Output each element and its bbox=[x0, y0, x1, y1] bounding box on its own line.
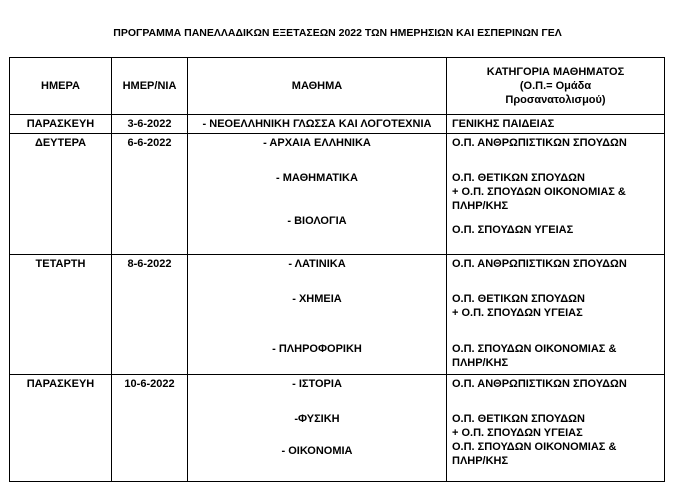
header-category-line: ΚΑΤΗΓΟΡΙΑ ΜΑΘΗΜΑΤΟΣ bbox=[486, 66, 625, 78]
document-title: ΠΡΟΓΡΑΜΜΑ ΠΑΝΕΛΛΑΔΙΚΩΝ ΕΞΕΤΑΣΕΩΝ 2022 ΤΩΝ ΗΜΕΡΗΣΙΩΝ ΚΑΙ ΕΣΠΕΡΙΝΩΝ ΓΕΛ bbox=[113, 27, 562, 39]
header-category-line: Προσανατολισμού) bbox=[505, 94, 606, 106]
table-row bbox=[10, 115, 665, 134]
category-cell bbox=[447, 375, 665, 482]
category-item: Ο.Π. ΑΝΘΡΩΠΙΣΤΙΚΩΝ ΣΠΟΥΔΩΝ bbox=[452, 137, 627, 149]
day-cell: ΤΕΤΑΡΤΗ bbox=[10, 255, 112, 375]
subject-cell bbox=[188, 255, 447, 375]
day-cell: ΠΑΡΑΣΚΕΥΗ bbox=[10, 375, 112, 482]
category-item: Ο.Π. ΑΝΘΡΩΠΙΣΤΙΚΩΝ ΣΠΟΥΔΩΝ bbox=[452, 258, 627, 270]
exam-schedule-table bbox=[9, 57, 665, 482]
date-cell: 6-6-2022 bbox=[112, 134, 188, 255]
subject-cell bbox=[188, 115, 447, 134]
subject-item: - ΟΙΚΟΝΟΜΙΑ bbox=[281, 445, 353, 457]
category-item: Ο.Π. ΘΕΤΙΚΩΝ ΣΠΟΥΔΩΝ bbox=[452, 172, 585, 184]
day-cell: ΠΑΡΑΣΚΕΥΗ bbox=[10, 115, 112, 134]
category-item: Ο.Π. ΣΠΟΥΔΩΝ ΟΙΚΟΝΟΜΙΑΣ & bbox=[452, 441, 617, 453]
subject-item: - ΧΗΜΕΙΑ bbox=[292, 293, 342, 305]
header-category-line: (Ο.Π.= Ομάδα bbox=[519, 80, 592, 92]
subject-item: - ΙΣΤΟΡΙΑ bbox=[292, 378, 342, 390]
table-header-row bbox=[10, 58, 665, 115]
category-item: + Ο.Π. ΣΠΟΥΔΩΝ ΥΓΕΙΑΣ bbox=[452, 307, 583, 319]
date-cell: 3-6-2022 bbox=[112, 115, 188, 134]
category-item: ΠΛΗΡ/ΚΗΣ bbox=[452, 357, 509, 369]
day-cell: ΔΕΥΤΕΡΑ bbox=[10, 134, 112, 255]
subject-item: - ΛΑΤΙΝΙΚΑ bbox=[288, 258, 346, 270]
subject-cell bbox=[188, 134, 447, 255]
header-day: ΗΜΕΡΑ bbox=[10, 58, 112, 115]
header-date: ΗΜΕΡ/ΝΙΑ bbox=[112, 58, 188, 115]
category-cell bbox=[447, 134, 665, 255]
header-category bbox=[447, 58, 665, 115]
category-item: Ο.Π. ΑΝΘΡΩΠΙΣΤΙΚΩΝ ΣΠΟΥΔΩΝ bbox=[452, 378, 627, 390]
category-item: Ο.Π. ΣΠΟΥΔΩΝ ΥΓΕΙΑΣ bbox=[452, 224, 574, 236]
date-cell: 8-6-2022 bbox=[112, 255, 188, 375]
date-cell: 10-6-2022 bbox=[112, 375, 188, 482]
category-item: ΠΛΗΡ/ΚΗΣ bbox=[452, 200, 509, 212]
subject-cell bbox=[188, 375, 447, 482]
category-item: + Ο.Π. ΣΠΟΥΔΩΝ ΟΙΚΟΝΟΜΙΑΣ & bbox=[452, 186, 626, 198]
category-item: + Ο.Π. ΣΠΟΥΔΩΝ ΥΓΕΙΑΣ bbox=[452, 427, 583, 439]
category-item: Ο.Π. ΘΕΤΙΚΩΝ ΣΠΟΥΔΩΝ bbox=[452, 413, 585, 425]
subject-item: -ΦΥΣΙΚΗ bbox=[294, 413, 340, 425]
category-item: Ο.Π. ΘΕΤΙΚΩΝ ΣΠΟΥΔΩΝ bbox=[452, 293, 585, 305]
table-row bbox=[10, 375, 665, 482]
subject-item: - ΒΙΟΛΟΓΙΑ bbox=[287, 215, 347, 227]
subject-item: - ΑΡΧΑΙΑ ΕΛΛΗΝΙΚΑ bbox=[263, 137, 371, 149]
header-subject: ΜΑΘΗΜΑ bbox=[188, 58, 447, 115]
category-cell bbox=[447, 255, 665, 375]
table-row bbox=[10, 134, 665, 255]
category-cell bbox=[447, 115, 665, 134]
category-item: ΓΕΝΙΚΗΣ ΠΑΙΔΕΙΑΣ bbox=[452, 118, 555, 130]
table-row bbox=[10, 255, 665, 375]
subject-item: - ΝΕΟΕΛΛΗΝΙΚΗ ΓΛΩΣΣΑ ΚΑΙ ΛΟΓΟΤΕΧΝΙΑ bbox=[202, 118, 432, 130]
category-item: ΠΛΗΡ/ΚΗΣ bbox=[452, 455, 509, 467]
category-item: Ο.Π. ΣΠΟΥΔΩΝ ΟΙΚΟΝΟΜΙΑΣ & bbox=[452, 343, 617, 355]
subject-item: - ΠΛΗΡΟΦΟΡΙΚΗ bbox=[272, 343, 362, 355]
subject-item: - ΜΑΘΗΜΑΤΙΚΑ bbox=[276, 172, 358, 184]
